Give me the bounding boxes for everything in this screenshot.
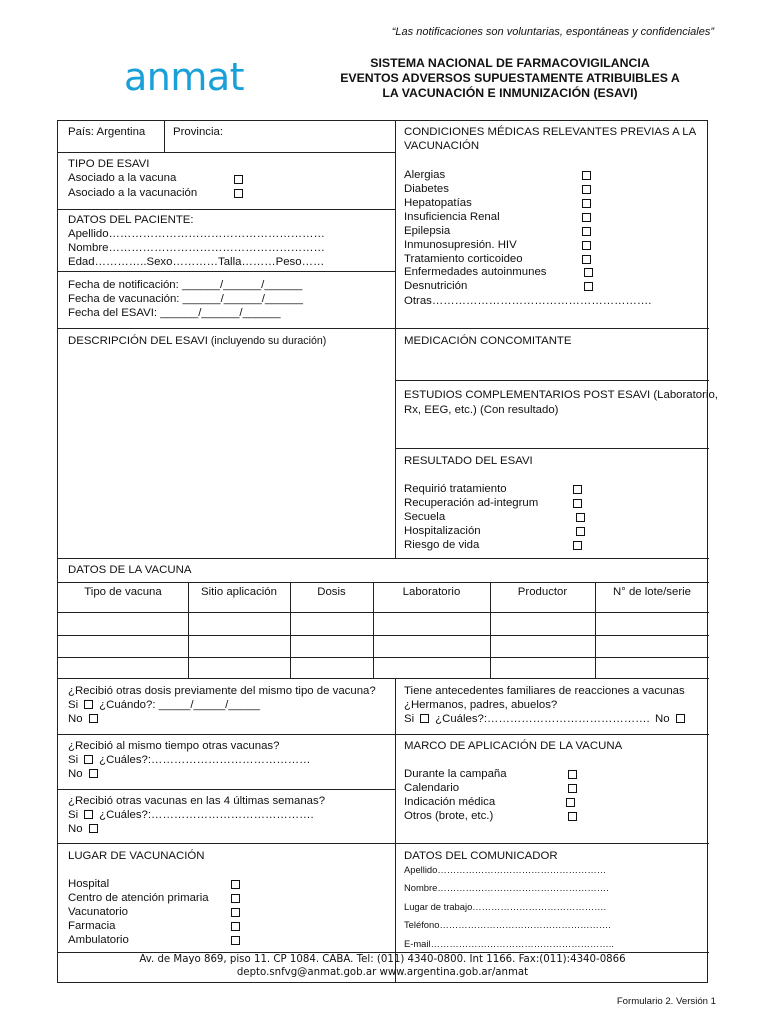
condicion-otras[interactable]: Otras…………………………………………………. — [404, 295, 652, 307]
antecedentes-si-row[interactable] — [404, 712, 650, 726]
resultado-tratamiento: Requirió tratamiento — [404, 483, 507, 495]
paciente-apellido[interactable]: Apellido………………………………………………… — [68, 228, 325, 240]
resultado-tratamiento-checkbox[interactable] — [573, 485, 582, 494]
resultado-recuperacion-checkbox[interactable] — [573, 499, 582, 508]
antecedentes-si-label: Si — [404, 713, 415, 725]
resultado-riesgo-vida-checkbox[interactable] — [573, 541, 582, 550]
antecedentes-no-row[interactable] — [655, 712, 691, 726]
marco-indicacion-checkbox[interactable] — [566, 798, 575, 807]
confidentiality-note: “Las notificaciones son voluntarias, espontáneas y confidenciales” — [391, 26, 714, 38]
footer-contact — [57, 953, 708, 979]
vacuna-col-productor: Productor — [517, 586, 568, 598]
lugar-farmacia: Farmacia — [68, 920, 116, 932]
resultado-secuela-checkbox[interactable] — [576, 513, 585, 522]
otras-dosis-no-row[interactable] — [68, 712, 104, 726]
title-line-3: LA VACUNACIÓN E INMUNIZACIÓN (ESAVI) — [382, 86, 638, 100]
form-title — [300, 56, 720, 101]
antecedentes-line-1: Tiene antecedentes familiares de reacciones a vacunas — [404, 685, 685, 697]
ultimas-semanas-question: ¿Recibió otras vacunas en las 4 últimas semanas? — [68, 795, 326, 807]
ultimas-semanas-no-row[interactable] — [68, 822, 104, 836]
otras-dosis-si-label: Si — [68, 699, 79, 711]
fecha-esavi[interactable]: Fecha del ESAVI: ______/______/______ — [68, 307, 281, 319]
condicion-autoinmunes-checkbox[interactable] — [584, 268, 593, 277]
esavi-form — [57, 120, 718, 983]
provincia-field[interactable]: Provincia: — [173, 126, 224, 138]
tipo-esavi-vacunacion-label: Asociado a la vacunación — [68, 187, 198, 199]
tipo-esavi-vacuna-checkbox[interactable] — [234, 175, 243, 184]
condicion-corticoideo-checkbox[interactable] — [582, 255, 591, 264]
lugar-hospital: Hospital — [68, 878, 110, 890]
footer-links[interactable]: depto.snfvg@anmat.gob.ar www.argentina.gob.ar/anmat — [236, 967, 529, 978]
ultimas-semanas-no-checkbox[interactable] — [89, 824, 98, 833]
vacuna-col-sitio: Sitio aplicación — [201, 586, 277, 598]
ultimas-semanas-si-row[interactable] — [68, 808, 314, 822]
antecedentes-si-checkbox[interactable] — [420, 714, 429, 723]
antecedentes-line-2: ¿Hermanos, padres, abuelos? — [404, 699, 558, 711]
marco-campana-checkbox[interactable] — [568, 770, 577, 779]
condicion-desnutricion-checkbox[interactable] — [584, 282, 593, 291]
condiciones-heading-1: CONDICIONES MÉDICAS RELEVANTES PREVIAS A LA — [404, 126, 697, 138]
condicion-corticoideo: Tratamiento corticoideo — [404, 253, 523, 265]
fecha-vacunacion[interactable]: Fecha de vacunación: ______/______/______ — [68, 293, 303, 305]
otras-dosis-si-checkbox[interactable] — [84, 700, 93, 709]
resultado-riesgo-vida: Riesgo de vida — [404, 539, 480, 551]
mismo-tiempo-si-checkbox[interactable] — [84, 755, 93, 764]
mismo-tiempo-cuales[interactable]: ¿Cuáles?:…………………………………… — [99, 754, 311, 766]
otras-dosis-no-checkbox[interactable] — [89, 714, 98, 723]
lugar-farmacia-checkbox[interactable] — [231, 922, 240, 931]
antecedentes-no-label: No — [655, 713, 670, 725]
tipo-esavi-heading: TIPO DE ESAVI — [68, 158, 150, 170]
condicion-autoinmunes: Enfermedades autoinmunes — [404, 266, 547, 278]
marco-otros-checkbox[interactable] — [568, 812, 577, 821]
descripcion-heading[interactable] — [68, 334, 326, 348]
estudios-heading-1[interactable]: ESTUDIOS COMPLEMENTARIOS POST ESAVI (Laboratorio, — [404, 389, 718, 401]
lugar-ambulatorio-checkbox[interactable] — [231, 936, 240, 945]
mismo-tiempo-no-row[interactable] — [68, 767, 104, 781]
mismo-tiempo-si-label: Si — [68, 754, 79, 766]
otras-dosis-cuando[interactable]: ¿Cuándo?: _____/_____/_____ — [99, 699, 261, 711]
comunicador-apellido[interactable]: Apellido……………………………………………… — [404, 864, 607, 875]
lugar-vacunatorio: Vacunatorio — [68, 906, 128, 918]
antecedentes-no-checkbox[interactable] — [676, 714, 685, 723]
comunicador-telefono[interactable]: Teléfono………………………………………………. — [404, 919, 611, 930]
condicion-hepatopatias: Hepatopatías — [404, 197, 472, 209]
marco-calendario: Calendario — [404, 782, 460, 794]
ultimas-semanas-cuales[interactable]: ¿Cuáles?:……………………………………. — [99, 809, 314, 821]
condicion-inmunosupresion: Inmunosupresión. HIV — [404, 239, 517, 251]
comunicador-nombre[interactable]: Nombre………………………………………………. — [404, 882, 609, 893]
footer-address: Av. de Mayo 869, piso 11. CP 1084. CABA. Tel: (011) 4340-0800. Int 1166. Fax:(011):4340-0866 — [139, 954, 626, 965]
title-line-1: SISTEMA NACIONAL DE FARMACOVIGILANCIA — [370, 56, 650, 70]
marco-indicacion: Indicación médica — [404, 796, 496, 808]
otras-dosis-question: ¿Recibió otras dosis previamente del mismo tipo de vacuna? — [68, 685, 376, 697]
lugar-hospital-checkbox[interactable] — [231, 880, 240, 889]
antecedentes-cuales[interactable]: ¿Cuáles?:……………………………………. — [435, 713, 650, 725]
medicacion-heading[interactable]: MEDICACIÓN CONCOMITANTE — [404, 335, 572, 347]
paciente-nombre[interactable]: Nombre………………………………………………… — [68, 242, 325, 254]
condicion-alergias-checkbox[interactable] — [582, 171, 591, 180]
ultimas-semanas-no-label: No — [68, 823, 83, 835]
fecha-notificacion[interactable]: Fecha de notificación: ______/______/______ — [68, 279, 303, 291]
vacuna-col-tipo: Tipo de vacuna — [84, 586, 162, 598]
tipo-esavi-vacunacion-checkbox[interactable] — [234, 189, 243, 198]
comunicador-lugar-trabajo[interactable]: Lugar de trabajo……………………………………. — [404, 901, 607, 912]
ultimas-semanas-si-checkbox[interactable] — [84, 810, 93, 819]
paciente-heading: DATOS DEL PACIENTE: — [68, 214, 194, 226]
vacuna-col-laboratorio: Laboratorio — [402, 586, 461, 598]
resultado-hospitalizacion: Hospitalización — [404, 525, 481, 537]
lugar-ambulatorio: Ambulatorio — [68, 934, 129, 946]
marco-heading: MARCO DE APLICACIÓN DE LA VACUNA — [404, 740, 623, 752]
pais-field: País: Argentina — [68, 126, 146, 138]
resultado-hospitalizacion-checkbox[interactable] — [576, 527, 585, 536]
mismo-tiempo-no-label: No — [68, 768, 83, 780]
condicion-diabetes: Diabetes — [404, 183, 449, 195]
mismo-tiempo-si-row[interactable] — [68, 753, 311, 767]
condicion-diabetes-checkbox[interactable] — [582, 185, 591, 194]
descripcion-label: DESCRIPCIÓN DEL ESAVI — [68, 335, 208, 347]
anmat-logo: anmat — [124, 55, 245, 99]
lugar-centro: Centro de atención primaria — [68, 892, 209, 904]
marco-otros: Otros (brote, etc.) — [404, 810, 494, 822]
condicion-hepatopatias-checkbox[interactable] — [582, 199, 591, 208]
comunicador-email[interactable]: E-mail………………………………………………….. — [404, 938, 614, 949]
ultimas-semanas-si-label: Si — [68, 809, 79, 821]
condicion-epilepsia: Epilepsia — [404, 225, 451, 237]
condicion-desnutricion: Desnutrición — [404, 280, 468, 292]
condicion-epilepsia-checkbox[interactable] — [582, 227, 591, 236]
resultado-secuela: Secuela — [404, 511, 446, 523]
resultado-heading: RESULTADO DEL ESAVI — [404, 455, 533, 467]
lugar-heading: LUGAR DE VACUNACIÓN — [68, 850, 205, 862]
otras-dosis-si-row[interactable] — [68, 698, 260, 712]
resultado-recuperacion: Recuperación ad-integrum — [404, 497, 539, 509]
condicion-insuficiencia-renal-checkbox[interactable] — [582, 213, 591, 222]
comunicador-heading: DATOS DEL COMUNICADOR — [404, 850, 558, 862]
marco-calendario-checkbox[interactable] — [568, 784, 577, 793]
tipo-esavi-vacuna-label: Asociado a la vacuna — [68, 172, 177, 184]
marco-campana: Durante la campaña — [404, 768, 507, 780]
form-version: Formulario 2. Versión 1 — [616, 996, 716, 1007]
condicion-alergias: Alergias — [404, 169, 446, 181]
otras-dosis-no-label: No — [68, 713, 83, 725]
mismo-tiempo-no-checkbox[interactable] — [89, 769, 98, 778]
condiciones-heading-2: VACUNACIÓN — [404, 140, 480, 152]
vacuna-heading: DATOS DE LA VACUNA — [68, 564, 192, 576]
vacuna-col-dosis: Dosis — [317, 586, 346, 598]
vacuna-col-lote: N° de lote/serie — [613, 586, 691, 598]
condicion-insuficiencia-renal: Insuficiencia Renal — [404, 211, 500, 223]
condicion-inmunosupresion-checkbox[interactable] — [582, 241, 591, 250]
paciente-edad-sexo-talla-peso[interactable]: Edad…………..Sexo…………Talla………Peso…… — [68, 256, 325, 268]
title-line-2: EVENTOS ADVERSOS SUPUESTAMENTE ATRIBUIBLES A — [340, 71, 680, 85]
descripcion-note: (incluyendo su duración) — [207, 335, 327, 347]
lugar-centro-checkbox[interactable] — [231, 894, 240, 903]
mismo-tiempo-question: ¿Recibió al mismo tiempo otras vacunas? — [68, 740, 280, 752]
lugar-vacunatorio-checkbox[interactable] — [231, 908, 240, 917]
estudios-heading-2: Rx, EEG, etc.) (Con resultado) — [404, 404, 559, 416]
